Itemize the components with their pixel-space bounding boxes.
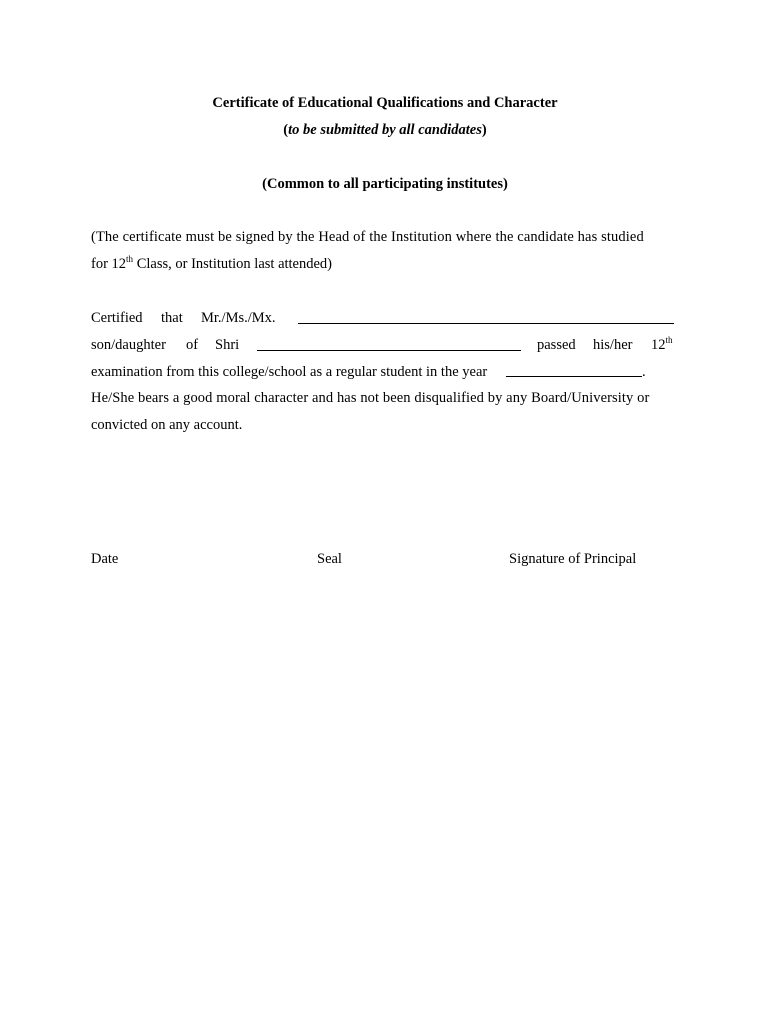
candidate-name-field[interactable]: [298, 310, 674, 324]
year-field[interactable]: [506, 363, 642, 377]
exam-year-line: [91, 363, 487, 381]
seal-label: Seal: [317, 551, 342, 567]
instruction-for-12: for 12: [91, 256, 127, 272]
salutation-label: Mr./Ms./Mx.: [201, 310, 276, 326]
passed-label: passed: [537, 337, 576, 353]
certificate-title: Certificate of Educational Qualifications and Character: [212, 95, 558, 111]
instruction-sup-th: th: [126, 254, 134, 264]
shri-label: Shri: [215, 337, 240, 353]
that-label: that: [161, 310, 183, 326]
son-daughter-label: son/daughter: [91, 337, 166, 353]
his-her-label: his/her: [593, 337, 633, 353]
class-12-number: 12: [651, 337, 666, 353]
instruction-line-2: [91, 255, 332, 273]
subtitle-open-paren: (: [283, 122, 289, 138]
instruction-line-1: (The certificate must be signed by the Head of the Institution where the candidate has studied: [91, 229, 644, 245]
of-label: of: [186, 337, 199, 353]
subtitle-close-paren: ): [481, 122, 487, 138]
common-note: (Common to all participating institutes): [262, 176, 508, 192]
date-label: Date: [91, 551, 119, 567]
instruction-class-text: Class, or Institution last attended): [133, 256, 333, 272]
conviction-line: convicted on any account.: [91, 417, 243, 433]
class-12-label: [651, 336, 673, 354]
subtitle-text: to be submitted by all candidates: [288, 122, 482, 138]
exam-year-text: examination from this college/school as a regular student in the year: [91, 364, 488, 380]
class-12-sup: th: [665, 335, 673, 345]
certified-label: Certified: [91, 310, 143, 326]
parent-name-field[interactable]: [257, 337, 521, 351]
year-period: .: [642, 364, 646, 380]
moral-character-line: He/She bears a good moral character and has not been disqualified by any Board/University or: [91, 390, 650, 406]
principal-signature-label: Signature of Principal: [509, 551, 637, 567]
certificate-subtitle: [0, 121, 770, 139]
